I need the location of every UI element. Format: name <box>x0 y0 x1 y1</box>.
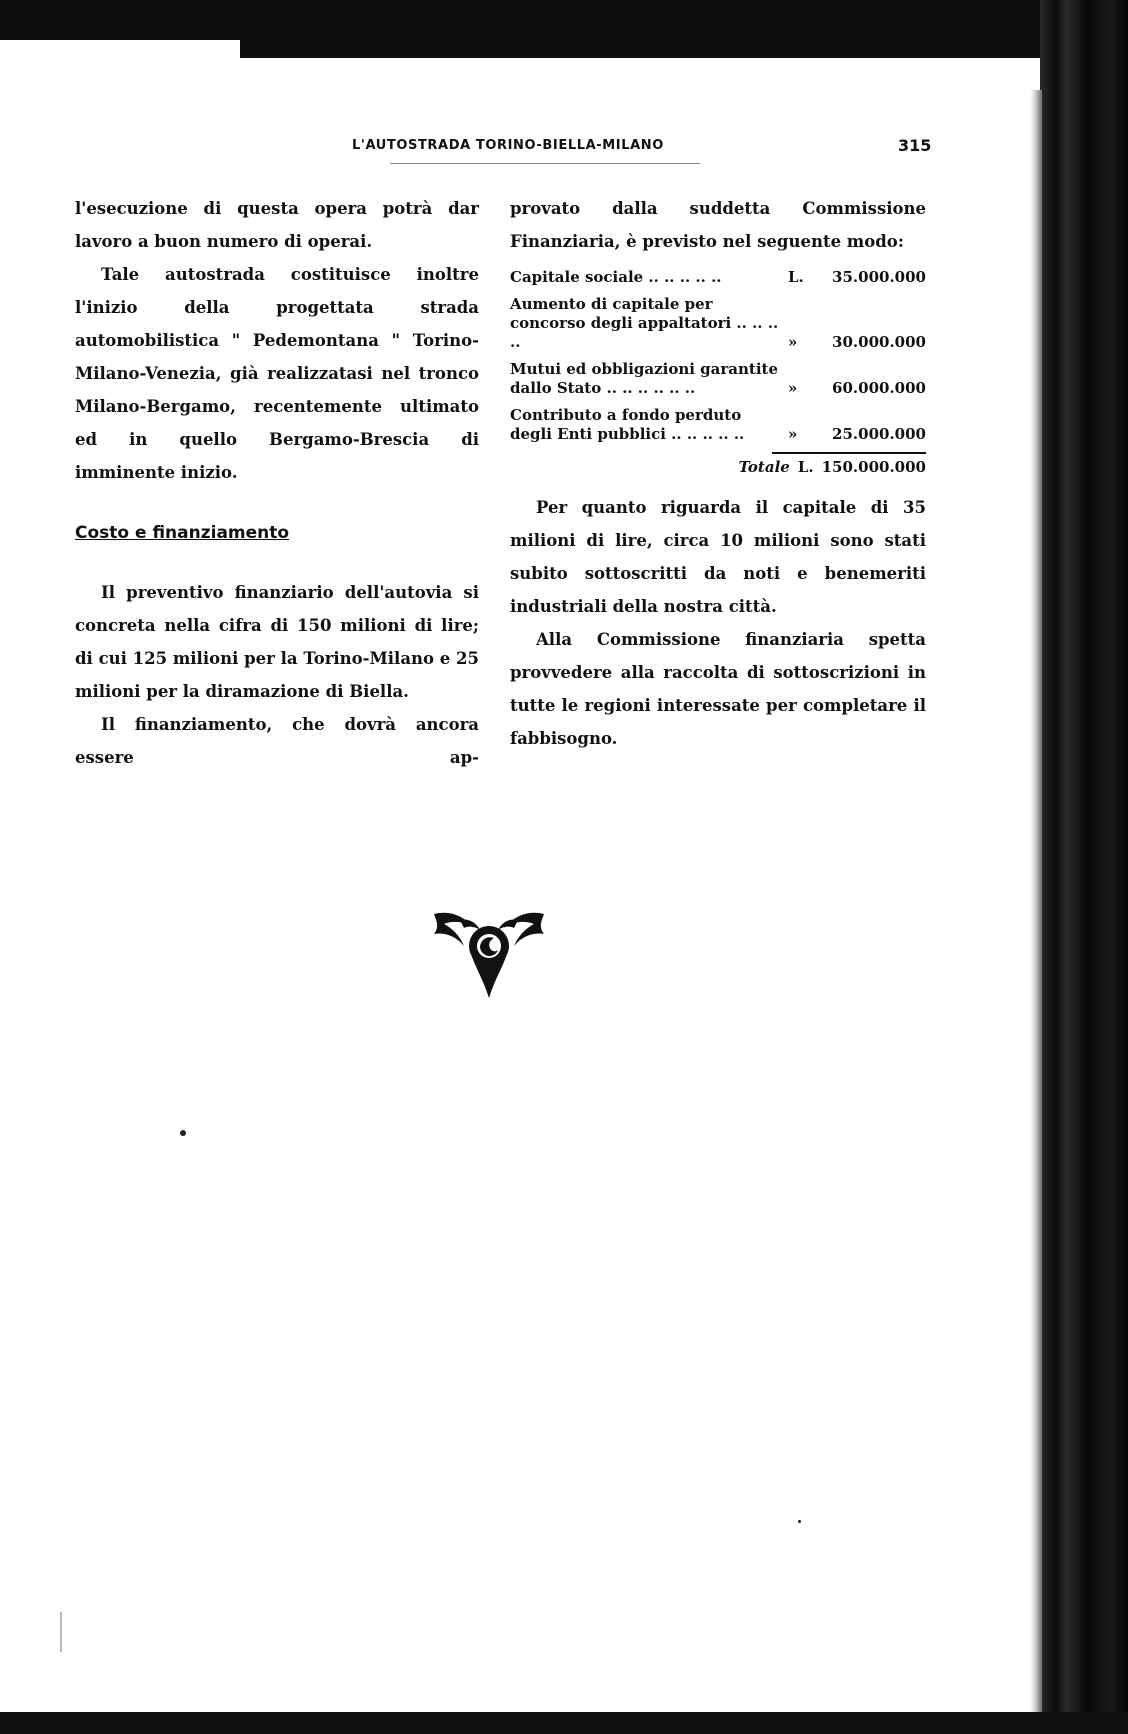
table-total <box>738 452 926 477</box>
total-label: Totale <box>738 458 790 476</box>
table-row <box>510 268 926 287</box>
row-amount: 25.000.000 <box>832 425 926 443</box>
paragraph-approval: provato dalla suddetta Commissione Finanziaria, è previsto nel seguente modo: <box>510 199 926 251</box>
paragraph-pedemontana: Tale autostrada costituisce inoltre l'inizio della progettata strada automobilistica " Pedemontana " Torino-Milano-Venezia, già realizzatasi nel tronco Milano-Bergamo, recentemente ultimato ed in quello Bergamo-Brescia di imminente inizio. <box>75 265 479 482</box>
total-mark: L. <box>797 458 814 476</box>
row-amount: 35.000.000 <box>832 268 926 286</box>
financing-table <box>510 268 926 477</box>
right-column <box>510 192 926 755</box>
page-number: 315 <box>898 136 932 155</box>
row-mark: » <box>788 333 798 351</box>
row-label: Contributo a fondo perduto degli Enti pubblici .. .. .. .. .. <box>510 406 745 443</box>
scan-speck <box>180 1130 186 1136</box>
scan-border-bottom <box>0 1712 1128 1734</box>
scan-border-right <box>1040 0 1128 1734</box>
total-amount: 150.000.000 <box>821 458 926 476</box>
scan-speck <box>798 1520 801 1523</box>
row-mark: L. <box>788 268 804 286</box>
section-title: Costo e finanziamento <box>75 523 290 543</box>
table-row <box>510 360 926 398</box>
table-row <box>510 406 926 444</box>
paragraph-commission: Alla Commissione finanziaria spetta provvedere alla raccolta di sottoscrizioni in tutte le regioni interessate per completare il fabbisogno. <box>510 630 926 748</box>
table-row <box>510 295 926 352</box>
row-label: Capitale sociale .. .. .. .. .. <box>510 268 722 286</box>
scan-streak <box>60 1612 62 1652</box>
paragraph-execution: l'esecuzione di questa opera potrà dar lavoro a buon numero di operai. <box>75 199 479 251</box>
row-mark: » <box>788 425 798 443</box>
row-amount: 30.000.000 <box>832 333 926 351</box>
row-amount: 60.000.000 <box>832 379 926 397</box>
row-label: Aumento di capitale per concorso degli appaltatori .. .. .. .. <box>510 295 779 351</box>
row-mark: » <box>788 379 798 397</box>
paragraph-capital: Per quanto riguarda il capitale di 35 milioni di lire, circa 10 milioni sono stati subito sottoscritti da noti e benemeriti industriali della nostra città. <box>510 498 926 616</box>
header-rule <box>390 163 700 164</box>
running-title: L'AUTOSTRADA TORINO-BIELLA-MILANO <box>352 138 664 153</box>
floral-ornament-icon <box>430 906 548 1002</box>
scan-border-notch <box>0 40 240 62</box>
page-edge-shadow <box>1030 90 1042 1730</box>
paragraph-budget: Il preventivo finanziario dell'autovia si concreta nella cifra di 150 milioni di lire; di cui 125 milioni per la Torino-Milano e 25 milioni per la diramazione di Biella. <box>75 583 479 701</box>
paragraph-financing: Il finanziamento, che dovrà ancora essere ap- <box>75 715 479 767</box>
left-column <box>75 192 479 774</box>
row-label: Mutui ed obbligazioni garantite dallo Stato .. .. .. .. .. .. <box>510 360 778 397</box>
